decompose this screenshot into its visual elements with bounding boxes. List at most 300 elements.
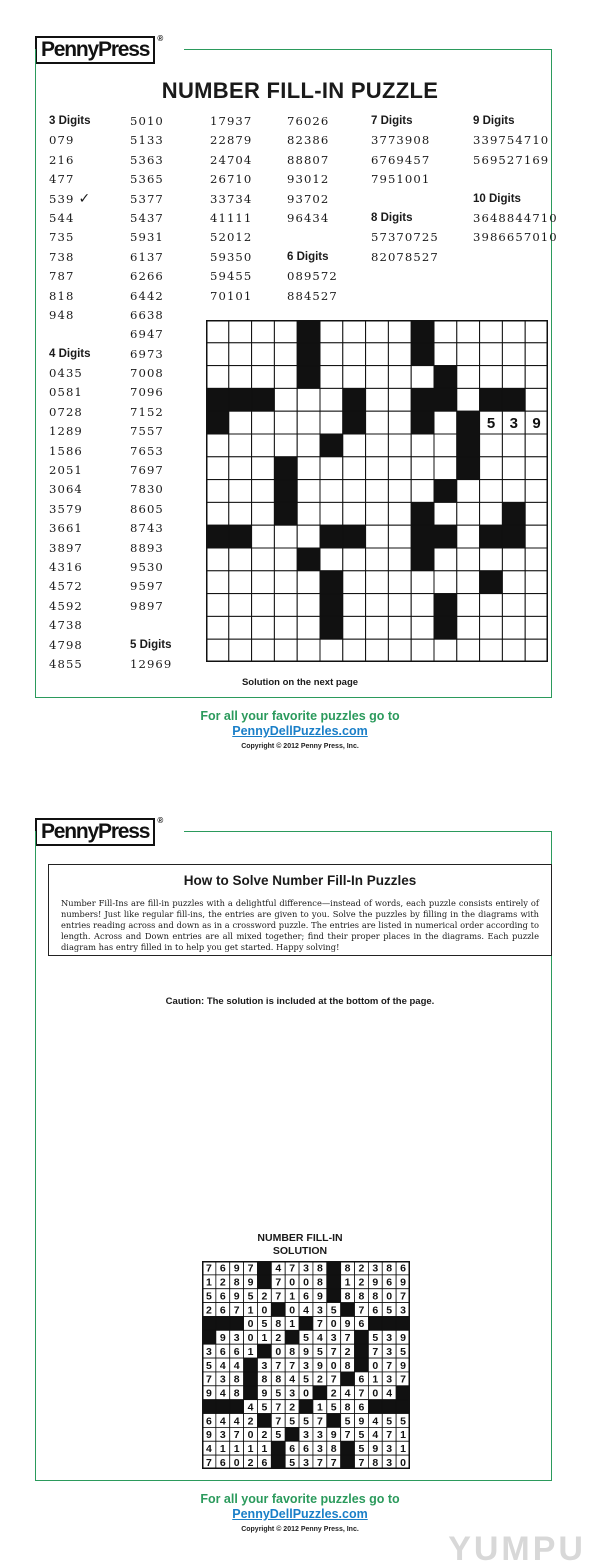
grid-cell[interactable] <box>434 320 457 343</box>
grid-cell[interactable] <box>366 434 389 457</box>
grid-cell[interactable] <box>502 571 525 594</box>
solution-digit: 4 <box>316 1332 323 1345</box>
grid-cell[interactable] <box>366 502 389 525</box>
grid-cell[interactable] <box>388 616 411 639</box>
solution-block <box>368 1316 382 1330</box>
grid-cell[interactable] <box>206 639 229 662</box>
entry: 3986657010 <box>473 230 558 245</box>
solution-digit: 8 <box>344 1290 351 1303</box>
entry: 22879 <box>210 133 253 148</box>
grid-cell[interactable] <box>320 343 343 366</box>
grid-cell[interactable] <box>525 480 548 503</box>
grid-cell[interactable] <box>366 480 389 503</box>
grid-cell[interactable] <box>343 594 366 617</box>
solution-digit: 8 <box>330 1443 337 1455</box>
entry: 17937 <box>210 114 253 128</box>
solution-digit: 1 <box>261 1332 268 1345</box>
grid-cell[interactable] <box>525 525 548 548</box>
solution-digit: 5 <box>358 1443 365 1455</box>
grid-cell[interactable] <box>297 457 320 480</box>
solution-digit: 7 <box>400 1290 406 1303</box>
solution-digit: 5 <box>275 1429 282 1442</box>
grid-cell[interactable] <box>229 343 252 366</box>
howto-box <box>48 864 552 956</box>
solution-digit: 5 <box>261 1318 268 1331</box>
grid-cell[interactable] <box>366 525 389 548</box>
entry: 24704 <box>210 152 253 167</box>
grid-cell[interactable] <box>297 434 320 457</box>
solution-digit: 3 <box>372 1262 379 1275</box>
grid-cell[interactable] <box>343 639 366 662</box>
entry: 6947 <box>130 327 164 342</box>
entry: 5365 <box>130 172 164 187</box>
grid-cell[interactable] <box>206 434 229 457</box>
solution-block <box>327 1289 341 1303</box>
solution-digit: 7 <box>330 1345 337 1358</box>
grid-cell[interactable] <box>274 525 297 548</box>
entry: 4738 <box>49 618 83 633</box>
solution-digit: 3 <box>303 1456 309 1469</box>
grid-cell[interactable] <box>502 639 525 662</box>
grid-cell[interactable] <box>502 434 525 457</box>
grid-cell[interactable] <box>229 480 252 503</box>
solution-digit: 5 <box>303 1373 309 1386</box>
entry-column <box>49 112 91 674</box>
grid-cell[interactable] <box>274 548 297 571</box>
solution-digit: 9 <box>206 1387 212 1400</box>
entry: 3897 <box>49 540 83 555</box>
grid-cell[interactable] <box>366 571 389 594</box>
grid-cell[interactable] <box>457 616 480 639</box>
block-cell <box>457 457 480 480</box>
solution-digit: 8 <box>233 1373 240 1386</box>
solution-digit: 9 <box>400 1276 406 1289</box>
grid-cell[interactable] <box>343 548 366 571</box>
grid-cell[interactable] <box>229 411 252 434</box>
grid-cell[interactable] <box>480 343 503 366</box>
entry: 3579 <box>49 501 83 516</box>
grid-cell[interactable] <box>480 366 503 389</box>
grid-cell[interactable] <box>411 366 434 389</box>
block-cell <box>502 502 525 525</box>
entry: 5010 <box>130 114 164 128</box>
grid-cell[interactable] <box>525 343 548 366</box>
caution-note: Caution: The solution is included at the bottom of the page. <box>165 996 435 1007</box>
grid-cell[interactable] <box>229 548 252 571</box>
grid-cell[interactable] <box>297 594 320 617</box>
solution-digit: 5 <box>344 1415 351 1428</box>
grid-cell[interactable] <box>525 594 548 617</box>
grid-cell[interactable] <box>434 571 457 594</box>
grid-cell[interactable] <box>343 571 366 594</box>
entry: 6769457 <box>371 152 431 167</box>
grid-cell[interactable] <box>480 480 503 503</box>
grid-cell[interactable] <box>229 571 252 594</box>
grid-cell[interactable] <box>252 548 275 571</box>
solution-digit: 3 <box>303 1262 309 1275</box>
grid-cell[interactable] <box>434 639 457 662</box>
grid-cell[interactable] <box>366 343 389 366</box>
block-cell <box>343 525 366 548</box>
entry-column <box>130 112 172 674</box>
grid-cell[interactable] <box>502 616 525 639</box>
solution-digit: 0 <box>289 1276 296 1289</box>
solution-digit: 5 <box>386 1304 393 1317</box>
grid-cell[interactable] <box>297 639 320 662</box>
solution-digit: 5 <box>261 1401 268 1414</box>
solution-digit: 9 <box>316 1359 323 1372</box>
entry: 884527 <box>287 288 338 303</box>
grid-cell[interactable] <box>525 366 548 389</box>
solution-block <box>257 1275 271 1289</box>
logo-text-2: PennyPress <box>41 820 150 843</box>
solution-digit: 3 <box>386 1373 393 1386</box>
solution-digit: 7 <box>316 1415 323 1428</box>
howto-title: How to Solve Number Fill-In Puzzles <box>183 873 417 888</box>
grid-cell[interactable] <box>206 366 229 389</box>
entry: 93702 <box>287 191 330 206</box>
grid-cell[interactable] <box>366 366 389 389</box>
entry: 1289 <box>49 424 83 439</box>
solution-digit: 7 <box>289 1262 296 1275</box>
grid-cell[interactable] <box>343 343 366 366</box>
grid-cell[interactable] <box>502 548 525 571</box>
solution-digit: 7 <box>316 1456 323 1469</box>
grid-cell[interactable] <box>411 594 434 617</box>
grid-cell[interactable] <box>388 594 411 617</box>
grid-cell[interactable] <box>480 502 503 525</box>
grid-cell[interactable] <box>388 388 411 411</box>
footer-link-2[interactable]: PennyDellPuzzles.com <box>232 1507 368 1521</box>
grid-cell[interactable] <box>320 388 343 411</box>
grid-cell[interactable] <box>525 639 548 662</box>
solution-digit: 5 <box>275 1387 282 1400</box>
entry: 4798 <box>49 637 83 652</box>
grid-cell[interactable] <box>480 616 503 639</box>
grid-cell[interactable] <box>525 571 548 594</box>
solution-digit: 7 <box>330 1456 337 1469</box>
grid-cell[interactable] <box>343 457 366 480</box>
grid-cell[interactable] <box>388 548 411 571</box>
block-cell <box>480 388 503 411</box>
grid-cell[interactable] <box>320 320 343 343</box>
grid-cell[interactable] <box>274 571 297 594</box>
length-heading: 10 Digits <box>473 192 521 205</box>
grid-cell[interactable] <box>343 434 366 457</box>
solution-digit: 4 <box>219 1387 226 1400</box>
grid-cell[interactable] <box>502 480 525 503</box>
grid-cell[interactable] <box>297 616 320 639</box>
solution-digit: 1 <box>289 1290 296 1303</box>
grid-cell[interactable] <box>343 480 366 503</box>
grid-cell[interactable] <box>480 434 503 457</box>
solution-digit: 7 <box>233 1304 240 1317</box>
grid-cell[interactable] <box>457 525 480 548</box>
grid-cell[interactable] <box>297 480 320 503</box>
footer-promo-2 <box>0 1492 600 1533</box>
grid-cell[interactable] <box>457 639 480 662</box>
grid-cell[interactable] <box>274 388 297 411</box>
block-cell <box>343 411 366 434</box>
entry-column <box>287 112 338 306</box>
grid-cell[interactable] <box>434 434 457 457</box>
grid-cell[interactable] <box>206 548 229 571</box>
grid-cell[interactable] <box>206 594 229 617</box>
grid-cell[interactable] <box>457 571 480 594</box>
solution-digit: 7 <box>344 1429 351 1442</box>
grid-cell[interactable] <box>434 343 457 366</box>
solution-digit: 3 <box>289 1387 296 1400</box>
grid-cell[interactable] <box>525 320 548 343</box>
grid-cell[interactable] <box>320 457 343 480</box>
solution-digit: 6 <box>219 1290 226 1303</box>
solution-digit: 8 <box>344 1401 351 1414</box>
grid-cell[interactable] <box>434 411 457 434</box>
grid-cell[interactable] <box>434 502 457 525</box>
grid-cell[interactable] <box>388 411 411 434</box>
block-cell <box>502 525 525 548</box>
grid-cell[interactable] <box>252 457 275 480</box>
grid-cell[interactable] <box>388 366 411 389</box>
grid-cell[interactable] <box>388 457 411 480</box>
grid-cell[interactable] <box>252 320 275 343</box>
grid-cell[interactable] <box>480 639 503 662</box>
grid-cell[interactable] <box>388 320 411 343</box>
grid-cell[interactable] <box>297 571 320 594</box>
grid-cell[interactable] <box>343 320 366 343</box>
grid-cell[interactable] <box>525 434 548 457</box>
grid-cell[interactable] <box>434 548 457 571</box>
entry: 948 <box>49 307 75 322</box>
grid-cell[interactable] <box>274 366 297 389</box>
grid-cell[interactable] <box>502 343 525 366</box>
grid-cell[interactable] <box>502 366 525 389</box>
grid-cell[interactable] <box>411 457 434 480</box>
entry: 738 <box>49 249 75 264</box>
grid-cell[interactable] <box>366 457 389 480</box>
grid-cell[interactable] <box>502 594 525 617</box>
grid-cell[interactable] <box>366 639 389 662</box>
grid-cell[interactable] <box>229 320 252 343</box>
block-cell <box>457 411 480 434</box>
grid-cell[interactable] <box>457 548 480 571</box>
grid-cell[interactable] <box>320 480 343 503</box>
grid-cell[interactable] <box>388 639 411 662</box>
grid-cell[interactable] <box>320 502 343 525</box>
howto-text: Number Fill-Ins are fill-in puzzles with a delightful difference—instead of words, each puzzle consists entirely of numbers! Just like regular fill-ins, the entries are given to you. Solve the puzzles by filling in the diagrams with entries reading across and down as in a crossword puzzle. The entries are listed in numerical order according to length. Across and Down entries are all mixed together; find their proper places in the diagrams. Each puzzle diagram has entry filled in to help you get started. Happy solving! <box>61 898 539 952</box>
grid-cell[interactable] <box>297 525 320 548</box>
solution-digit: 8 <box>261 1373 268 1386</box>
grid-cell[interactable] <box>229 594 252 617</box>
grid-cell[interactable] <box>366 411 389 434</box>
grid-cell[interactable] <box>274 411 297 434</box>
grid-cell[interactable] <box>252 434 275 457</box>
grid-cell[interactable] <box>252 525 275 548</box>
grid-cell[interactable] <box>366 616 389 639</box>
grid-cell[interactable] <box>457 366 480 389</box>
grid-cell[interactable] <box>206 457 229 480</box>
grid-cell[interactable] <box>206 616 229 639</box>
solution-digit: 3 <box>303 1429 309 1442</box>
grid-cell[interactable] <box>206 571 229 594</box>
grid-cell[interactable] <box>206 480 229 503</box>
entry-spacer <box>371 190 439 209</box>
grid-cell[interactable] <box>274 320 297 343</box>
grid-cell[interactable] <box>252 571 275 594</box>
grid-cell[interactable] <box>206 343 229 366</box>
grid-cell[interactable] <box>411 434 434 457</box>
entry: 33734 <box>210 191 253 206</box>
block-cell <box>229 388 252 411</box>
grid-cell[interactable] <box>297 502 320 525</box>
solution-digit: 1 <box>316 1401 323 1414</box>
solution-digit: 4 <box>206 1443 212 1455</box>
solution-block <box>202 1316 216 1330</box>
grid-cell[interactable] <box>388 343 411 366</box>
checkmark-icon: ✓ <box>78 190 91 207</box>
grid-cell[interactable] <box>434 457 457 480</box>
grid-cell[interactable] <box>366 320 389 343</box>
grid-cell[interactable] <box>206 502 229 525</box>
grid-cell[interactable] <box>525 502 548 525</box>
grid-cell[interactable] <box>388 571 411 594</box>
grid-cell[interactable] <box>229 457 252 480</box>
grid-cell[interactable] <box>274 343 297 366</box>
grid-cell[interactable] <box>252 343 275 366</box>
grid-cell[interactable] <box>366 388 389 411</box>
block-cell <box>411 388 434 411</box>
entry: 96434 <box>287 210 330 225</box>
solution-block <box>244 1386 258 1400</box>
grid-cell[interactable] <box>480 548 503 571</box>
grid-cell[interactable] <box>388 502 411 525</box>
grid-cell[interactable] <box>229 502 252 525</box>
grid-cell[interactable] <box>274 594 297 617</box>
solution-digit: 2 <box>358 1276 365 1289</box>
grid-cell[interactable] <box>252 639 275 662</box>
solution-digit: 8 <box>233 1387 240 1400</box>
block-cell <box>457 434 480 457</box>
solution-block <box>299 1316 313 1330</box>
grid-cell[interactable] <box>343 502 366 525</box>
block-cell <box>502 388 525 411</box>
solution-digit: 9 <box>261 1387 268 1400</box>
solution-digit: 4 <box>233 1415 240 1428</box>
entry-spacer <box>130 616 172 635</box>
grid-cell[interactable] <box>206 320 229 343</box>
block-cell <box>480 525 503 548</box>
footer-link[interactable]: PennyDellPuzzles.com <box>232 724 368 738</box>
entry: 6638 <box>130 307 164 322</box>
grid-cell[interactable] <box>525 616 548 639</box>
solution-digit: 8 <box>372 1290 379 1303</box>
grid-cell[interactable] <box>411 616 434 639</box>
grid-cell[interactable] <box>457 502 480 525</box>
solution-digit: 5 <box>330 1401 337 1414</box>
grid-cell[interactable] <box>252 502 275 525</box>
grid-cell[interactable] <box>320 639 343 662</box>
grid-cell[interactable] <box>366 594 389 617</box>
grid-cell[interactable] <box>343 366 366 389</box>
block-cell <box>434 594 457 617</box>
grid-cell[interactable] <box>480 594 503 617</box>
grid-cell[interactable] <box>252 616 275 639</box>
grid-cell[interactable] <box>480 457 503 480</box>
solution-block <box>396 1386 410 1400</box>
solution-digit: 1 <box>247 1345 254 1358</box>
grid-cell[interactable] <box>229 616 252 639</box>
grid-cell[interactable] <box>457 480 480 503</box>
solution-digit: 2 <box>275 1332 282 1345</box>
grid-cell[interactable] <box>320 366 343 389</box>
grid-cell[interactable] <box>229 366 252 389</box>
grid-cell[interactable] <box>502 320 525 343</box>
grid-cell[interactable] <box>457 343 480 366</box>
grid-cell[interactable] <box>229 434 252 457</box>
grid-cell[interactable] <box>388 434 411 457</box>
grid-cell[interactable] <box>252 366 275 389</box>
entry: 9897 <box>130 598 164 613</box>
solution-block <box>327 1275 341 1289</box>
solution-digit: 7 <box>275 1276 282 1289</box>
solution-digit: 4 <box>372 1415 379 1428</box>
grid-cell[interactable] <box>457 320 480 343</box>
grid-cell[interactable] <box>252 411 275 434</box>
solution-block <box>382 1316 396 1330</box>
grid-cell[interactable] <box>252 594 275 617</box>
grid-cell[interactable] <box>274 616 297 639</box>
grid-cell[interactable] <box>252 480 275 503</box>
grid-cell[interactable] <box>274 639 297 662</box>
grid-cell[interactable] <box>457 594 480 617</box>
grid-cell[interactable] <box>480 320 503 343</box>
solution-digit: 4 <box>233 1359 240 1372</box>
grid-cell[interactable] <box>525 457 548 480</box>
solution-digit: 3 <box>219 1373 226 1386</box>
solution-title-line2: SOLUTION <box>272 1245 328 1257</box>
grid-cell[interactable] <box>411 480 434 503</box>
grid-cell[interactable] <box>274 434 297 457</box>
solution-digit: 3 <box>386 1345 393 1358</box>
grid-cell[interactable] <box>388 480 411 503</box>
grid-cell[interactable] <box>366 548 389 571</box>
solution-digit: 4 <box>275 1262 282 1275</box>
grid-cell[interactable] <box>229 639 252 662</box>
grid-cell[interactable] <box>297 411 320 434</box>
grid-cell[interactable] <box>320 548 343 571</box>
grid-cell[interactable] <box>388 525 411 548</box>
grid-cell[interactable] <box>297 388 320 411</box>
solution-digit: 5 <box>289 1415 296 1428</box>
grid-cell[interactable] <box>525 548 548 571</box>
solution-digit: 6 <box>358 1318 365 1331</box>
grid-cell[interactable] <box>502 457 525 480</box>
solution-digit: 6 <box>358 1401 365 1414</box>
solution-digit: 9 <box>233 1262 240 1275</box>
entry: 8893 <box>130 540 164 555</box>
grid-cell[interactable] <box>457 388 480 411</box>
grid-cell[interactable] <box>320 411 343 434</box>
solution-digit: 6 <box>372 1304 379 1317</box>
solution-block <box>313 1386 327 1400</box>
grid-cell[interactable] <box>343 616 366 639</box>
grid-cell[interactable] <box>525 388 548 411</box>
solution-digit: 7 <box>233 1429 240 1442</box>
grid-cell[interactable] <box>411 639 434 662</box>
entry: 539 ✓ <box>49 190 91 207</box>
grid-cell[interactable] <box>411 571 434 594</box>
entry-spacer <box>49 325 91 344</box>
